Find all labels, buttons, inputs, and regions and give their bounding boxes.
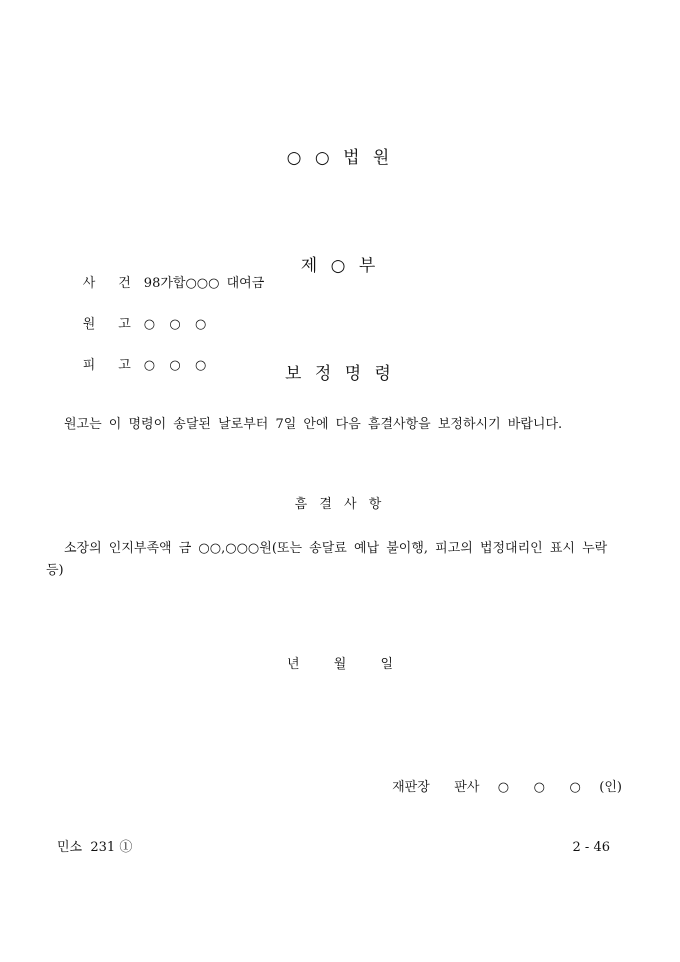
case-label-char: 사 [82,276,96,291]
case-number-row [58,258,265,291]
case-label-char: 피 [82,358,96,373]
document-title: 보 정 명 령 [285,364,395,384]
document-footer [57,839,610,857]
plaintiff-name: ○ ○ ○ [143,317,207,332]
case-label-char: 고 [118,358,131,373]
page-number: 2 - 46 [572,840,610,855]
date-line [0,656,680,674]
defect-text-line: 소장의 인지부족액 금 ○○,○○○원(또는 송달료 예납 불이행, 피고의 법정대리인 표시 누락 [64,541,608,556]
form-number: 민소 231 ① [57,840,133,855]
plaintiff-row [58,299,264,332]
case-label-char: 건 [118,276,131,291]
year-label: 년 [287,657,300,672]
plaintiff-label [83,316,131,333]
court-division: 제 ○ 부 [300,256,380,276]
date-fields [287,656,393,674]
defects-section-heading: 흠 결 사 항 [294,497,386,512]
court-name: ○ ○ 법 원 [286,148,394,168]
case-number-value: 98가합○○○ 대여금 [143,276,265,291]
defendant-row [58,340,264,373]
defendant-name: ○ ○ ○ [143,358,207,373]
defects-description-block [46,538,607,582]
case-label-char: 원 [82,317,96,332]
defect-text-line: 등) [46,563,64,578]
month-label: 월 [333,657,347,672]
case-info-block [58,258,264,381]
case-number-label [83,275,131,292]
presiding-judge-signature: 재판장 판사 ○ ○ ○ (인) [392,780,622,795]
day-label: 일 [380,657,393,672]
case-label-char: 고 [118,317,131,332]
defendant-label [83,357,131,374]
order-instruction-text: 원고는 이 명령이 송달된 날로부터 7일 안에 다음 흠결사항을 보정하시기 바랍니다. [64,417,563,432]
